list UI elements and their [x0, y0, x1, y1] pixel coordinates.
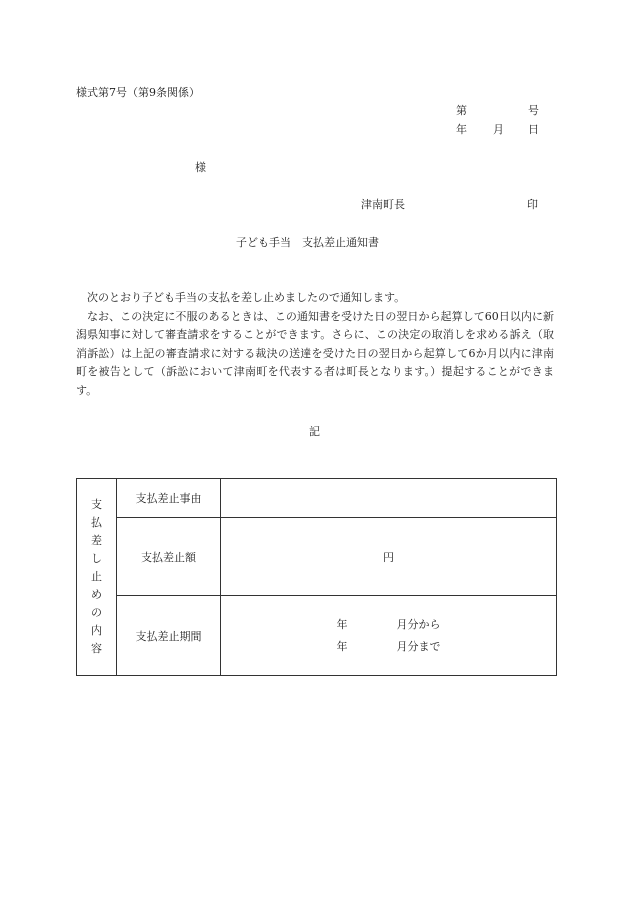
ki-mark: 記: [309, 425, 320, 438]
body-text: [76, 289, 554, 400]
amount-unit: 円: [383, 550, 394, 564]
period-value: [221, 596, 557, 676]
issuer: 津南町長: [361, 198, 405, 211]
form-number: 様式第7号（第9条関係）: [76, 86, 200, 99]
document-number: [456, 104, 539, 118]
details-side-label: [77, 479, 117, 676]
date-month: 月: [493, 123, 504, 136]
doc-number-prefix: 第: [456, 104, 467, 117]
period-to: 年 月分まで: [336, 639, 441, 653]
amount-value: [221, 518, 557, 596]
doc-number-suffix: 号: [528, 104, 539, 117]
document-title: 子ども手当 支払差止通知書: [236, 236, 379, 249]
withholding-details-table: [76, 478, 557, 676]
reason-value: [221, 479, 557, 518]
reason-label: 支払差止事由: [117, 479, 221, 518]
date-day: 日: [528, 123, 539, 136]
recipient-suffix: 様: [195, 161, 206, 174]
body-paragraph-1: 次のとおり子ども手当の支払を差し止めましたので通知します。: [87, 291, 406, 304]
date-year: 年: [456, 123, 467, 136]
period-label: 支払差止期間: [117, 596, 221, 676]
details-side-label-text: 支 払 差 し 止 め の 内 容: [91, 498, 102, 655]
period-from: 年 月分から: [336, 617, 441, 631]
seal-mark: 印: [527, 198, 538, 211]
body-paragraph-2: なお、この決定に不服のあるときは、この通知書を受けた日の翌日から起算して60日以内に新潟県知事に対して審査請求をすることができます。さらに、この決定の取消しを求める訴え（取消訴訟）は上記の審査請求に対する裁決の送達を受けた日の翌日から起算して6か月以内に津南町を被告として（訴訟において津南町を代表する者は町長となります。）提起することができます。: [76, 309, 554, 397]
amount-label: 支払差止額: [117, 518, 221, 596]
